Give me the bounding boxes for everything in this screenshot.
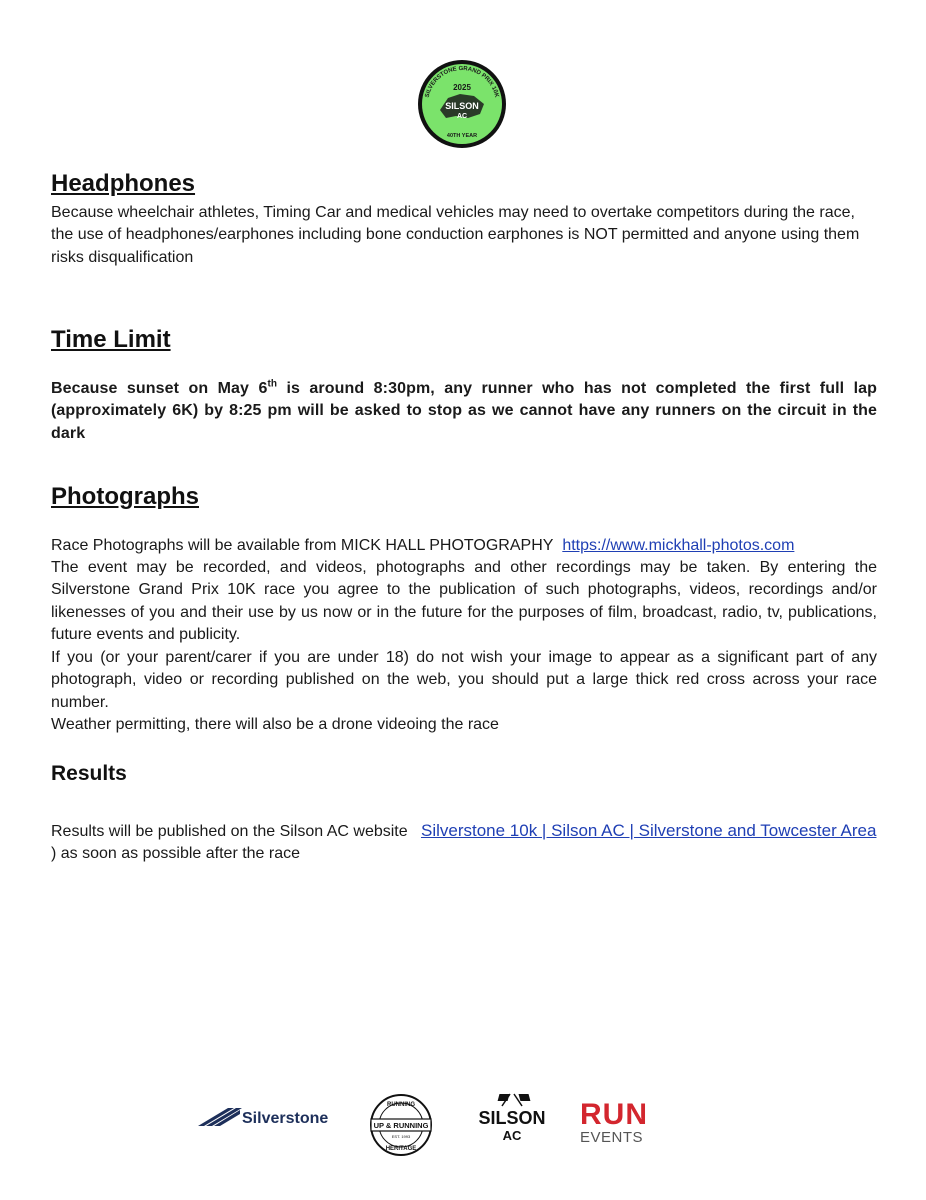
logo-year: 2025 [453,83,471,92]
mickhall-photos-link[interactable]: https://www.mickhall-photos.com [562,537,795,554]
silson-text: SILSON [478,1108,546,1128]
time-limit-pre: Because sunset on May 6 [51,380,268,397]
headphones-body: Because wheelchair athletes, Timing Car and medical vehicles may need to overtake competitors during the race, the use of headphones/earphones including bone conduction earphones is NOT permitted and anyone using them risks disqualification [51,204,860,266]
silson-ac-text: AC [502,1128,522,1143]
silverstone-chevron-icon [198,1108,242,1126]
headphones-heading: Headphones [51,170,196,197]
logo-club-word: SILSON [445,101,479,111]
silson-ac-logo [474,1092,550,1144]
logo-bottom-text: 40TH YEAR [446,133,478,139]
silson-website-link[interactable]: Silverstone 10k | Silson AC | Silverstone and Towcester Area [420,821,877,840]
photographs-recorded: The event may be recorded, and videos, photographs and other recordings may be taken. By entering the Silverstone Grand Prix 10K race you agree to the publication of such photographs, videos, recordings and/or likenesses of you and their use by us now or in the future for the purposes of film, broadcast, radio, tv, publications, future events and publicity. [51,559,877,644]
events-text: EVENTS [580,1129,644,1146]
uprunning-est-text: EST. 1993 [391,1134,411,1139]
photographs-line1-text: Race Photographs will be available from MICK HALL PHOTOGRAPHY [51,537,554,554]
results-body-post: ) as soon as possible after the race [51,845,301,863]
uprunning-top-text: RUNNING [387,1102,415,1108]
results-body-pre: Results will be published on the Silson AC website [51,823,408,840]
photographs-line1 [51,535,877,557]
logo-club-sub: AC [456,113,468,120]
uprunning-bottom-text: HERITAGE [385,1146,417,1152]
time-limit-sup: th [267,378,278,390]
time-limit-body [51,378,877,445]
logo-ring-text: SILVERSTONE GRAND PRIX 10K [424,65,500,99]
uprunning-main-text: UP & RUNNING [373,1121,429,1130]
photographs-optout: If you (or your parent/carer if you are under 18) do not wish your image to appear as a significant part of any photograph, video or recording published on the web, you should put a large thick red cross across your race number. [51,649,877,711]
chequered-flags-icon [498,1094,531,1106]
time-limit-post: is around 8:30pm, any runner who has not completed the first full lap (approximately 6K) by 8:25 pm will be asked to stop as we cannot have any runners on the circuit in the dark [51,380,877,442]
silverstone-logo [196,1098,338,1134]
photographs-drone: Weather permitting, there will also be a drone videoing the race [51,716,499,733]
photographs-heading: Photographs [51,483,199,510]
up-and-running-logo [368,1092,434,1158]
run-text: RUN [580,1098,648,1131]
silson-40th-logo [416,52,508,162]
silverstone-text: Silverstone [242,1110,329,1127]
run-events-logo [578,1094,658,1146]
results-body [51,820,877,866]
time-limit-heading: Time Limit [51,326,171,353]
results-heading: Results [51,762,127,785]
